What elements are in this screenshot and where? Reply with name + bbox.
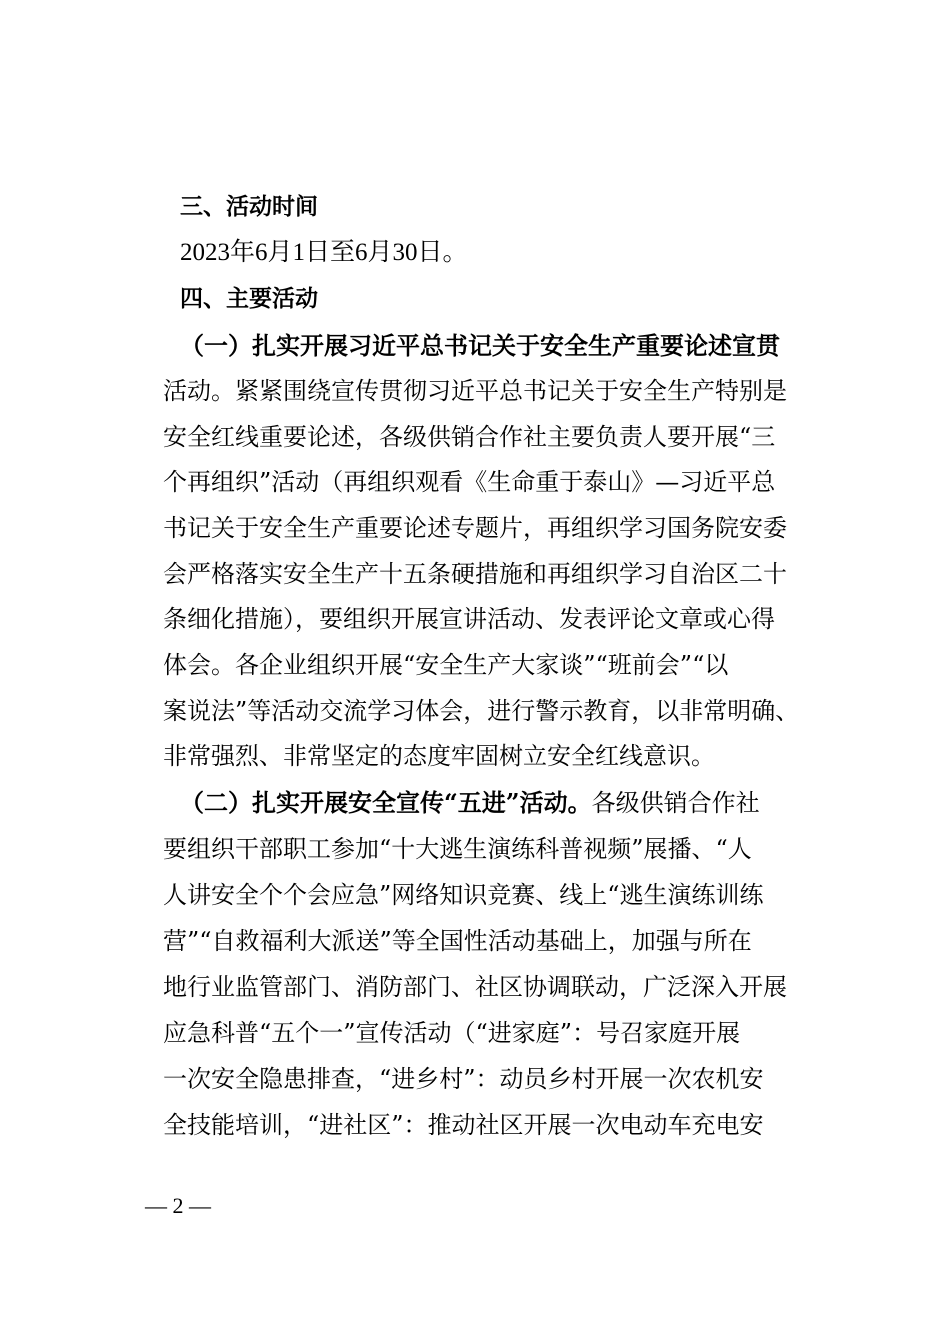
page-number: — 2 —	[145, 1193, 211, 1218]
para2-title: （二）扎实开展安全宣传“五进”活动。	[180, 788, 592, 817]
section-3-heading: 三、活动时间	[180, 194, 318, 220]
para2-line-5: 地行业监管部门、消防部门、社区协调联动，广泛深入开展	[163, 973, 787, 1001]
para1-line-7: 条细化措施），要组织开展宣讲活动、发表评论文章或心得	[163, 605, 775, 633]
para2-line-2: 要组织干部职工参加“十大逃生演练科普视频”展播、“人	[163, 835, 752, 863]
para1-line-1: （一）扎实开展习近平总书记关于安全生产重要论述宣贯	[180, 331, 780, 360]
para1-line-9: 案说法”等活动交流学习体会，进行警示教育，以非常明确、	[163, 697, 800, 725]
para1-line-10: 非常强烈、非常坚定的态度牢固树立安全红线意识。	[163, 742, 715, 770]
activity-date: 2023年6月1日至6月30日。	[180, 239, 468, 266]
para1-line-5: 书记关于安全生产重要论述专题片，再组织学习国务院安委	[163, 514, 787, 542]
para1-line-8: 体会。各企业组织开展“安全生产大家谈”“班前会”“以	[163, 651, 729, 679]
para2-line-7: 一次安全隐患排查，“进乡村”：动员乡村开展一次农机安	[163, 1065, 764, 1093]
para2-line-8: 全技能培训，“进社区”：推动社区开展一次电动车充电安	[163, 1111, 764, 1139]
para1-line-3: 安全红线重要论述，各级供销合作社主要负责人要开展“三	[163, 423, 776, 451]
para1-line-2: 活动。紧紧围绕宣传贯彻习近平总书记关于安全生产特别是	[163, 377, 787, 405]
para2-line-6: 应急科普“五个一”宣传活动（“进家庭”：号召家庭开展	[163, 1019, 741, 1047]
para2-line-1	[180, 788, 760, 818]
para2-first-rest: 各级供销合作社	[591, 789, 760, 817]
para1-line-6: 会严格落实安全生产十五条硬措施和再组织学习自治区二十	[163, 560, 787, 588]
para2-line-3: 人讲安全个个会应急”网络知识竞赛、线上“逃生演练训练	[163, 881, 764, 909]
para1-line-4: 个再组织”活动（再组织观看《生命重于泰山》—习近平总	[163, 468, 776, 496]
para2-line-4: 营”“自救福利大派送”等全国性活动基础上，加强与所在	[163, 927, 752, 955]
section-4-heading: 四、主要活动	[180, 286, 318, 312]
